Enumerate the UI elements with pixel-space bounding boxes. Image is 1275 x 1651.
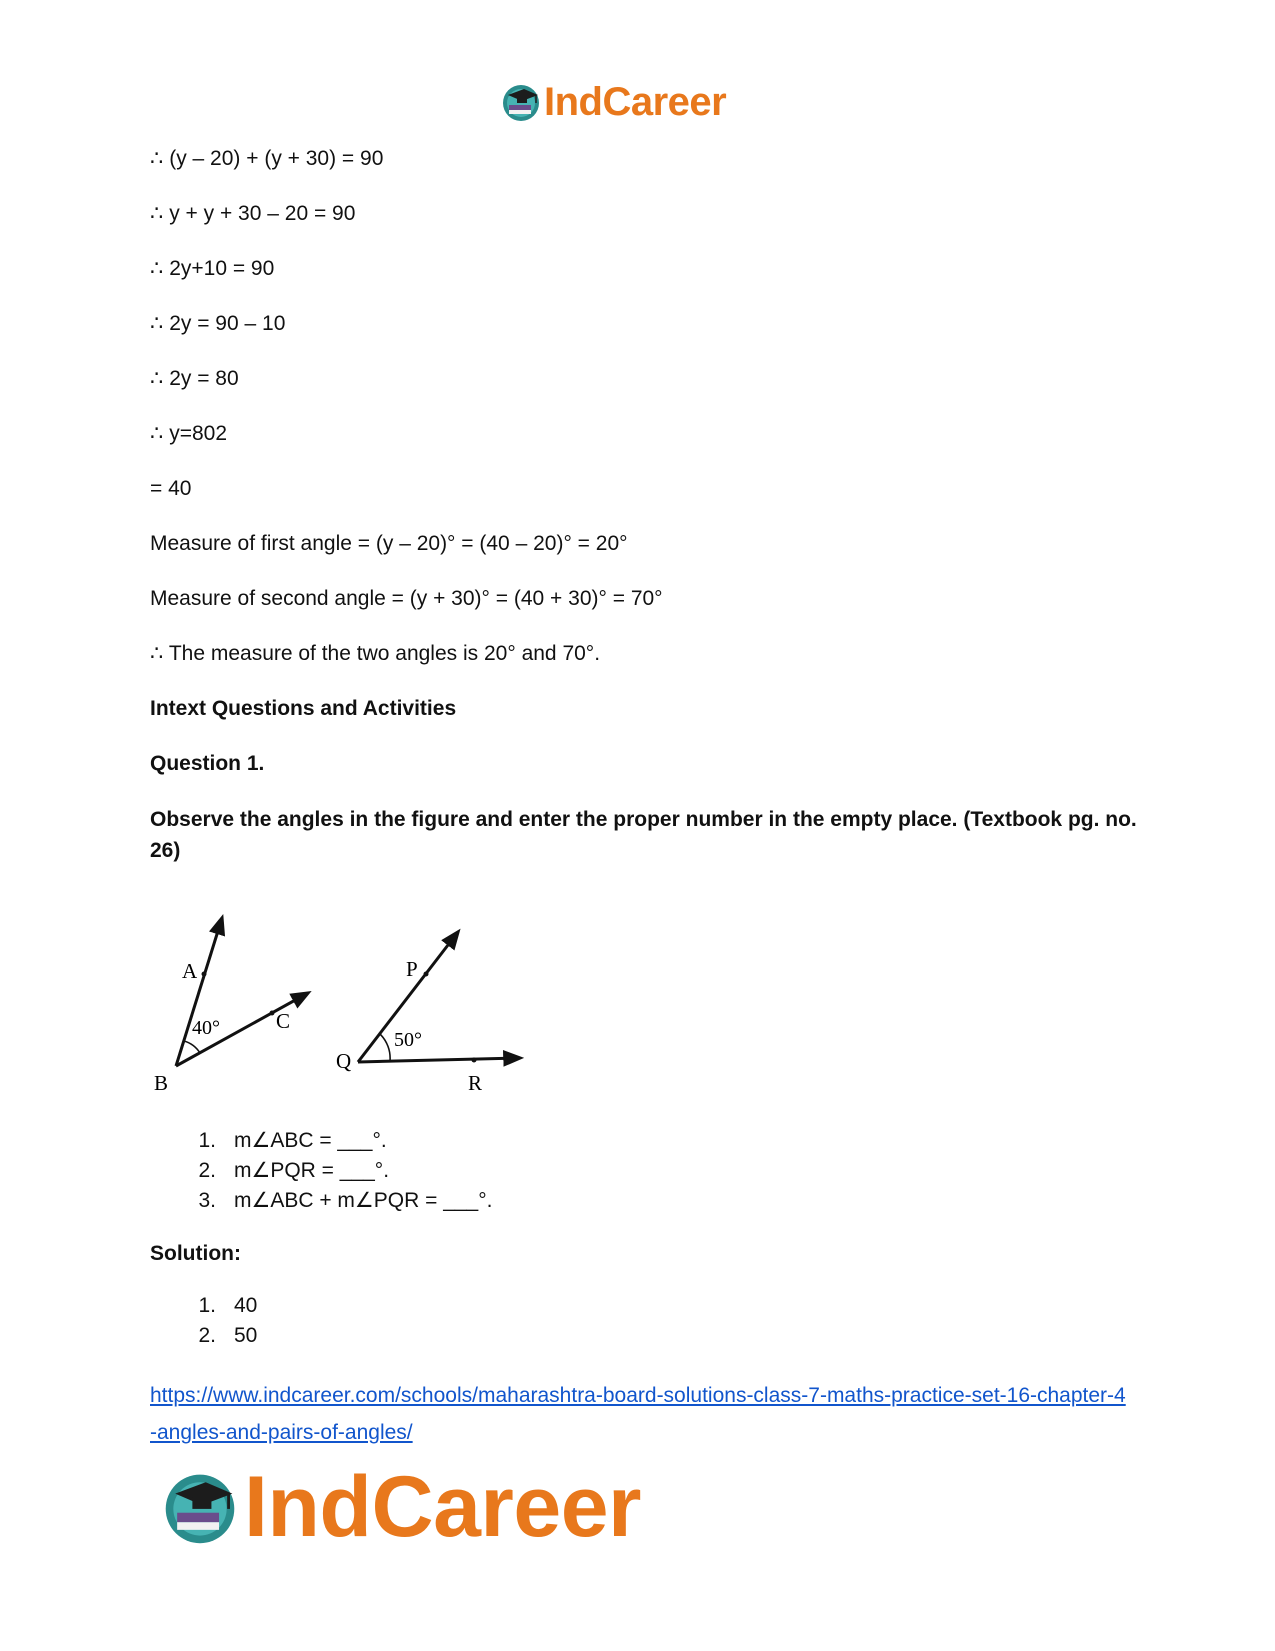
- list-number: 3.: [198, 1189, 216, 1212]
- header-logo: [500, 80, 726, 124]
- section-heading: Intext Questions and Activities: [150, 697, 457, 720]
- list-number: 1.: [198, 1294, 216, 1317]
- answer-text: 50: [234, 1324, 258, 1347]
- list-item: [150, 1126, 850, 1156]
- point-label-p: P: [406, 957, 418, 981]
- list-item: [150, 1321, 850, 1351]
- math-line: Measure of first angle = (y – 20)° = (40 – 20)° = 20°: [150, 532, 628, 555]
- answers-list: [150, 1291, 850, 1351]
- question-item-text: m∠PQR = ___°.: [234, 1159, 390, 1182]
- list-item: [150, 1156, 850, 1186]
- point-label-a: A: [182, 959, 198, 983]
- math-line: = 40: [150, 477, 192, 500]
- question-item-text: m∠ABC = ___°.: [234, 1129, 387, 1152]
- footer-logo: [160, 1459, 641, 1555]
- angle-abc: [154, 918, 308, 1095]
- list-item: [150, 1291, 850, 1321]
- math-line: ∴ 2y = 80: [150, 367, 239, 390]
- graduation-book-icon: [500, 81, 542, 123]
- math-line: ∴ y=802: [150, 422, 227, 445]
- list-number: 2.: [198, 1159, 216, 1182]
- solution-label: Solution:: [150, 1242, 241, 1265]
- point-label-b: B: [154, 1071, 169, 1095]
- math-line: ∴ 2y = 90 – 10: [150, 312, 286, 335]
- math-line: Measure of second angle = (y + 30)° = (40 + 30)° = 70°: [150, 587, 663, 610]
- question-text: Observe the angles in the figure and enter the proper number in the empty place. (Textbook pg. no. 26): [150, 808, 1137, 862]
- math-line: ∴ y + y + 30 – 20 = 90: [150, 202, 356, 225]
- question-item-text: m∠ABC + m∠PQR = ___°.: [234, 1189, 493, 1212]
- angle-measure-abc: 40°: [192, 1017, 220, 1039]
- graduation-book-icon: [160, 1467, 240, 1547]
- angle-measure-pqr: 50°: [394, 1029, 422, 1051]
- fill-in-questions: [150, 1126, 850, 1216]
- angle-arc-b: [184, 1041, 200, 1053]
- source-link[interactable]: https://www.indcareer.com/schools/maharashtra-board-solutions-class-7-maths-practice-set-16-chapter-4-angles-and-pairs-of-angles/: [150, 1384, 1126, 1444]
- brand-wordmark: IndCareer: [244, 1459, 641, 1555]
- angles-figure: [150, 898, 540, 1098]
- angle-pqr: [336, 932, 520, 1095]
- angle-arc-q: [380, 1034, 390, 1061]
- list-number: 2.: [198, 1324, 216, 1347]
- math-line: ∴ 2y+10 = 90: [150, 257, 275, 280]
- conclusion-line: ∴ The measure of the two angles is 20° and 70°.: [150, 642, 601, 665]
- ray-qr: [358, 1058, 520, 1062]
- point-label-q: Q: [336, 1049, 352, 1073]
- point-label-r: R: [468, 1071, 483, 1095]
- list-item: [150, 1186, 850, 1216]
- list-number: 1.: [198, 1129, 216, 1152]
- math-line: ∴ (y – 20) + (y + 30) = 90: [150, 147, 384, 170]
- brand-wordmark: IndCareer: [544, 80, 727, 124]
- point-label-c: C: [276, 1009, 291, 1033]
- document-body: [150, 144, 1150, 886]
- question-label: Question 1.: [150, 752, 265, 775]
- answer-text: 40: [234, 1294, 258, 1317]
